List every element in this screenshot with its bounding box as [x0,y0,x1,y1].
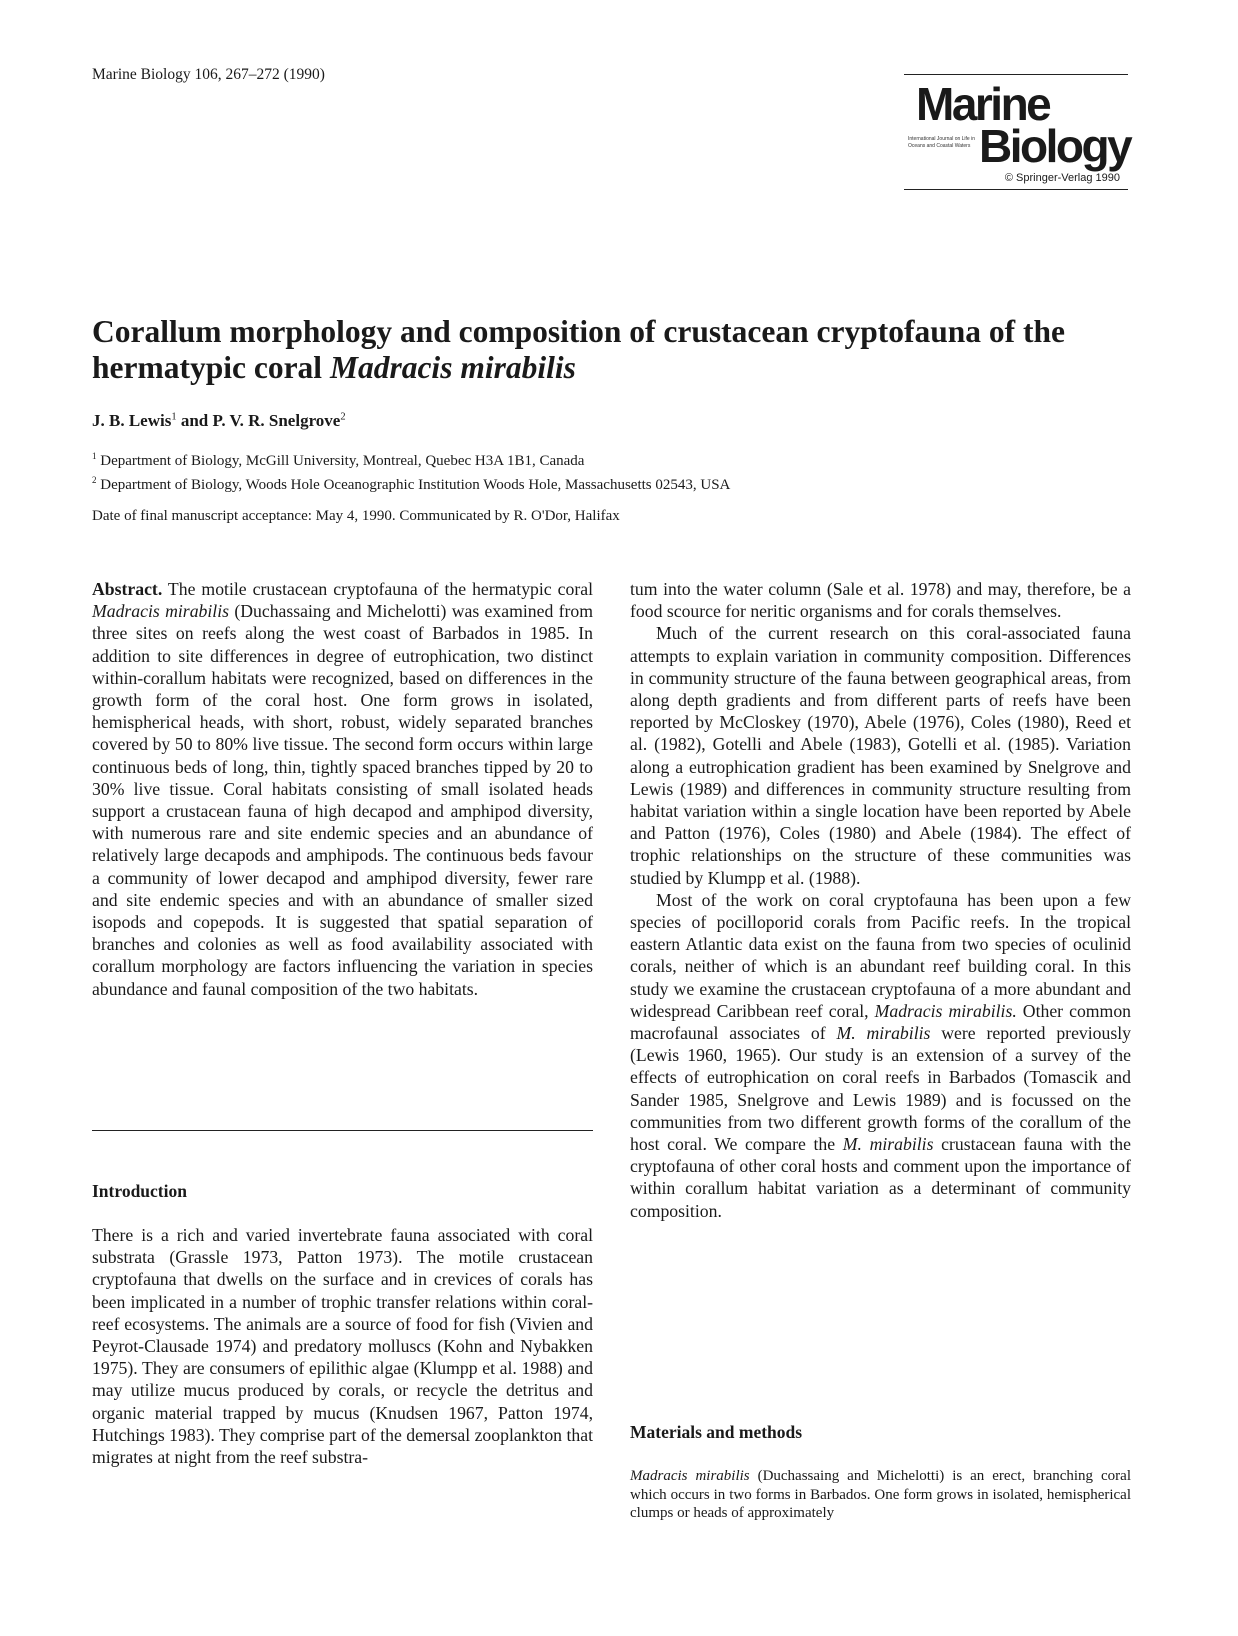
article-title [92,314,1132,386]
abstract-rule [92,1130,593,1131]
para3-text-b: Other common macrofaunal associates of [630,1000,1132,1044]
para3-species-3: M. mirabilis [842,1134,934,1155]
right-column [630,578,1131,1222]
introduction-para-2: Much of the current research on this coral-associated fauna attempts to explain variation in community composition. Differences in community structure of the fauna between geographical areas, from along depth gradients and from different parts of reefs have been reported by McCloskey (1970), Abele (1976), Coles (1980), Reed et al. (1982), Gotelli and Abele (1983), Gotelli et al. (1985). Variation along a eutrophication gradient has been examined by Snelgrove and Lewis (1989) and differences in community structure resulting from habitat variation within a single location have been reported by Abele and Patton (1976), Coles (1980) and Abele (1984). The effect of trophic relationships on the structure of these communities was studied by Klumpp et al. (1988). [630,623,1131,888]
para3-text-c: were reported previously (Lewis 1960, 1965). Our study is an extension of a survey of the effects of eutrophication on coral reefs in Barbados (Tomascik and Sander 1985, Snelgrove and Lewis 1989) and is focussed on the communities from two different growth forms of the corallum of the host coral. We compare the [630,1023,1132,1155]
logo-bottom-rule [904,189,1128,190]
abstract-text-1: The motile crustacean cryptofauna of the hermatypic coral [162,579,593,599]
introduction-para-1-continued: tum into the water column (Sale et al. 1978) and may, therefore, be a food scource for neritic organisms and for corals themselves. [630,579,1131,622]
author-1-mark: 1 [171,411,177,423]
logo-copyright: © Springer-Verlag 1990 [1004,172,1120,184]
logo-word-biology: Biology [979,120,1131,172]
para3-species-2: M. mirabilis [836,1023,931,1044]
methods-text [630,1467,1131,1523]
para3-text-a: Most of the work on coral cryptofauna has been upon a few species of pocilloporid corals from Pacific reefs. In the tropical eastern Atlantic data exist on the fauna from two species of oculinid corals, neither of which is an abundant reef building coral. In this study we examine the crustacean cryptofauna of a more abundant and widespread Caribbean reef coral, [630,889,1131,1021]
left-column [92,578,593,1000]
affiliation-2-mark: 2 [92,475,97,485]
introduction-para-3 [630,889,1131,1222]
affiliation-1-mark: 1 [92,451,97,461]
author-1: J. B. Lewis [92,411,172,430]
logo-subtitle: International Journal on Life in Oceans and Coastal Waters [908,136,975,149]
author-conjunction: and [176,411,213,430]
title-species: Madracis mirabilis [329,350,576,385]
author-2: P. V. R. Snelgrove [212,411,341,430]
introduction-para-1: There is a rich and varied invertebrate fauna associated with coral substrata (Grassle 1973, Patton 1973). The motile crustacean cryptofauna that dwells on the surface and in crevices of corals has been implicated in a number of trophic transfer relations within coral-reef ecosystems. The animals are a source of food for fish (Vivien and Peyrot-Clausade 1974) and predatory molluscs (Kohn and Nybakken 1975). They are consumers of epilithic algae (Klumpp et al. 1988) and may utilize mucus produced by corals, or recycle the detritus and organic material trapped by mucus (Knudsen 1967, Patton 1974, Hutchings 1983). They comprise part of the demersal zooplankton that migrates at night from the reef substra- [92,1225,593,1468]
logo-word-marine: Marine [916,78,1050,130]
running-head: Marine Biology 106, 267–272 (1990) [92,66,325,83]
author-2-mark: 2 [340,411,346,423]
introduction-heading: Introduction [92,1181,187,1201]
methods-species: Madracis mirabilis [630,1468,750,1484]
affiliation-2 [92,471,730,495]
abstract-heading: Abstract. [92,579,163,599]
manuscript-dates: Date of final manuscript acceptance: May 4, 1990. Communicated by R. O'Dor, Halifax [92,508,620,524]
para3-text-d: crustacean fauna with the cryptofauna of other coral hosts and comment upon the importance of within corallum habitat variation as a determinant of community composition. [630,1134,1131,1221]
para3-species-1: Madracis mirabilis. [874,1000,1017,1021]
affiliation-2-text: Department of Biology, Woods Hole Oceanographic Institution Woods Hole, Massachusetts 02543, USA [96,477,731,493]
affiliations [92,447,730,495]
methods-body: (Duchassaing and Michelotti) is an erect, branching coral which occurs in two forms in Barbados. One form grows in isolated, hemispherical clumps or heads of approximately [630,1468,1131,1521]
abstract-text-2: (Duchassaing and Michelotti) was examined from three sites on reefs along the west coast of Barbados in 1985. In addition to site differences in degree of eutrophication, two distinct within-corallum habitats were recognized, based on differences in the growth form of the coral host. One form grows in isolated, hemispherical heads, with short, robust, widely separated branches covered by 50 to 80% live tissue. The second form occurs within large continuous beds of long, thin, tightly spaced branches tipped by 20 to 30% live tissue. Coral habitats consisting of small isolated heads support a crustacean fauna of high decapod and amphipod diversity, with numerous rare and site endemic species and an abundance of relatively large decapods and amphipods. The continuous beds favour a community of lower decapod and amphipod diversity, fewer rare and site endemic species and with an abundance of smaller sized isopods and copepods. It is suggested that spatial separation of branches and colonies as well as food availability associated with corallum morphology are factors influencing the variation in species abundance and faunal composition of the two habitats. [92,601,594,999]
logo-top-rule [904,74,1128,75]
affiliation-1 [92,447,730,471]
journal-logo [904,74,1131,192]
affiliation-1-text: Department of Biology, McGill University, Montreal, Quebec H3A 1B1, Canada [96,453,585,469]
abstract-species: Madracis mirabilis [92,601,230,622]
abstract [92,578,593,1000]
authors [92,411,346,431]
methods-heading: Materials and methods [630,1422,803,1442]
title-main: Corallum morphology and composition of crustacean cryptofauna of the hermatypic coral [92,314,1065,385]
